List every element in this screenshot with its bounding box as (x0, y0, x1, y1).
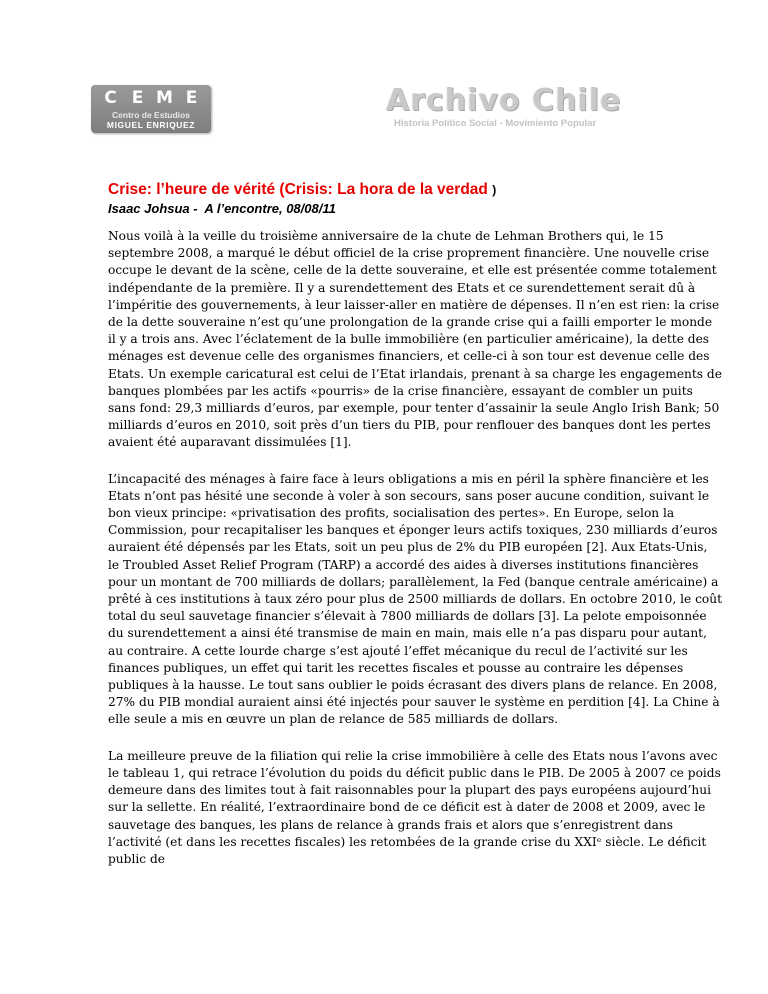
article-byline: Isaac Johsua - A l’encontre, 08/08/11 (108, 201, 336, 216)
ceme-letter: E (131, 88, 144, 108)
paragraph: Nous voilà à la veille du troisième anniversaire de la chute de Lehman Brothers qui, le 15 septembre 2008, a marqué le début officiel de la crise proprement financière. Une nouvelle crise occupe le devant de la scène, celle de la dette souveraine, et elle est présentée comme totalement indépendante de la première. Il y a surendettement des Etats et ce surendettement serait dû à l’impéritie des gouvernements, à leur laisser-aller en matière de dépenses. Il n’en est rien: la crise de la dette souveraine n’est qu’une prolongation de la grande crise qui a failli emporter le monde il y a trois ans. Avec l’éclatement de la bulle immobilière (en particulier américaine), la dette des ménages est devenue celle des organismes financiers, et celle-ci à son tour est devenue celle des Etats. Un exemple caricatural est celui de l’Etat irlandais, prenant à sa charge les engagements de banques plombées par les actifs «pourris» de la crise financière, essayant de combler un puits sans fond: 29,3 milliards d’euros, par exemple, pour tenter d’assainir la seule Anglo Irish Bank; 50 milliards d’euros en 2010, soit près d’un tiers du PIB, pour renflouer des banques dont les pertes avaient été auparavant dissimulées [1]. (108, 229, 722, 450)
ceme-logo (91, 85, 211, 133)
ceme-logo-subtitle: Centro de Estudios (112, 110, 190, 120)
archivo-logo-title: Archivo Chile (386, 83, 622, 118)
ceme-letter: C (104, 88, 117, 108)
ceme-logo-name: MIGUEL ENRIQUEZ (106, 120, 196, 130)
archivo-logo-subtitle: Historia Político Social - Movimiento Popular (394, 118, 597, 129)
ceme-letter: E (185, 88, 198, 108)
ceme-logo-letters (91, 88, 211, 108)
article-title (108, 180, 728, 200)
article-title-paren: ) (492, 183, 497, 197)
ceme-letter: M (156, 88, 173, 108)
article-title-text: Crise: l’heure de vérité (Crisis: La hora de la verdad (108, 181, 488, 198)
archivo-chile-logo (386, 84, 646, 134)
paragraph: La meilleure preuve de la filiation qui relie la crise immobilière à celle des Etats nous l’avons avec le tableau 1, qui retrace l’évolution du poids du déficit public dans le PIB. De 2005 à 2007 ce poids demeure dans des limites tout à fait raisonnables pour la plupart des pays européens aujourd’hui sur la sellette. En réalité, l’extraordinaire bond de ce déficit est à dater de 2008 et 2009, avec le sauvetage des banques, les plans de relance à grands frais et alors que s’enregistrent dans l’activité (et dans les recettes fiscales) les retombées de la grande crise du XXIᵉ siècle. Le déficit public de (108, 748, 721, 866)
paragraph: L’incapacité des ménages à faire face à leurs obligations a mis en péril la sphère financière et les Etats n’ont pas hésité une seconde à voler à son secours, sans poser aucune condition, suivant le bon vieux principe: «privatisation des profits, socialisation des pertes». En Europe, selon la Commission, pour recapitaliser les banques et éponger leurs actifs toxiques, 230 milliards d’euros auraient été dépensés par les Etats, soit un peu plus de 2% du PIB européen [2]. Aux Etats-Unis, le Troubled Asset Relief Program (TARP) a accordé des aides à diverses institutions financières pour un montant de 700 milliards de dollars; parallèlement, la Fed (banque centrale américaine) a prêté à ces institutions à taux zéro pour plus de 2500 milliards de dollars. En octobre 2010, le coût total du seul sauvetage financier s’élevait à 7800 milliards de dollars [3]. La pelote empoisonnée du surendettement a ainsi été transmise de main en main, mais elle n’a pas disparu pour autant, au contraire. A cette lourde charge s’est ajouté l’effet mécanique du recul de l’activité sur les finances publiques, un effet qui tarit les recettes fiscales et pousse au contraire les dépenses publiques à la hausse. Le tout sans oublier le poids écrasant des divers plans de relance. En 2008, 27% du PIB mondial auraient ainsi été injectés pour sauver le système en perdition [4]. La Chine à elle seule a mis en œuvre un plan de relance de 585 milliards de dollars. (108, 471, 722, 727)
article-body (108, 228, 722, 887)
